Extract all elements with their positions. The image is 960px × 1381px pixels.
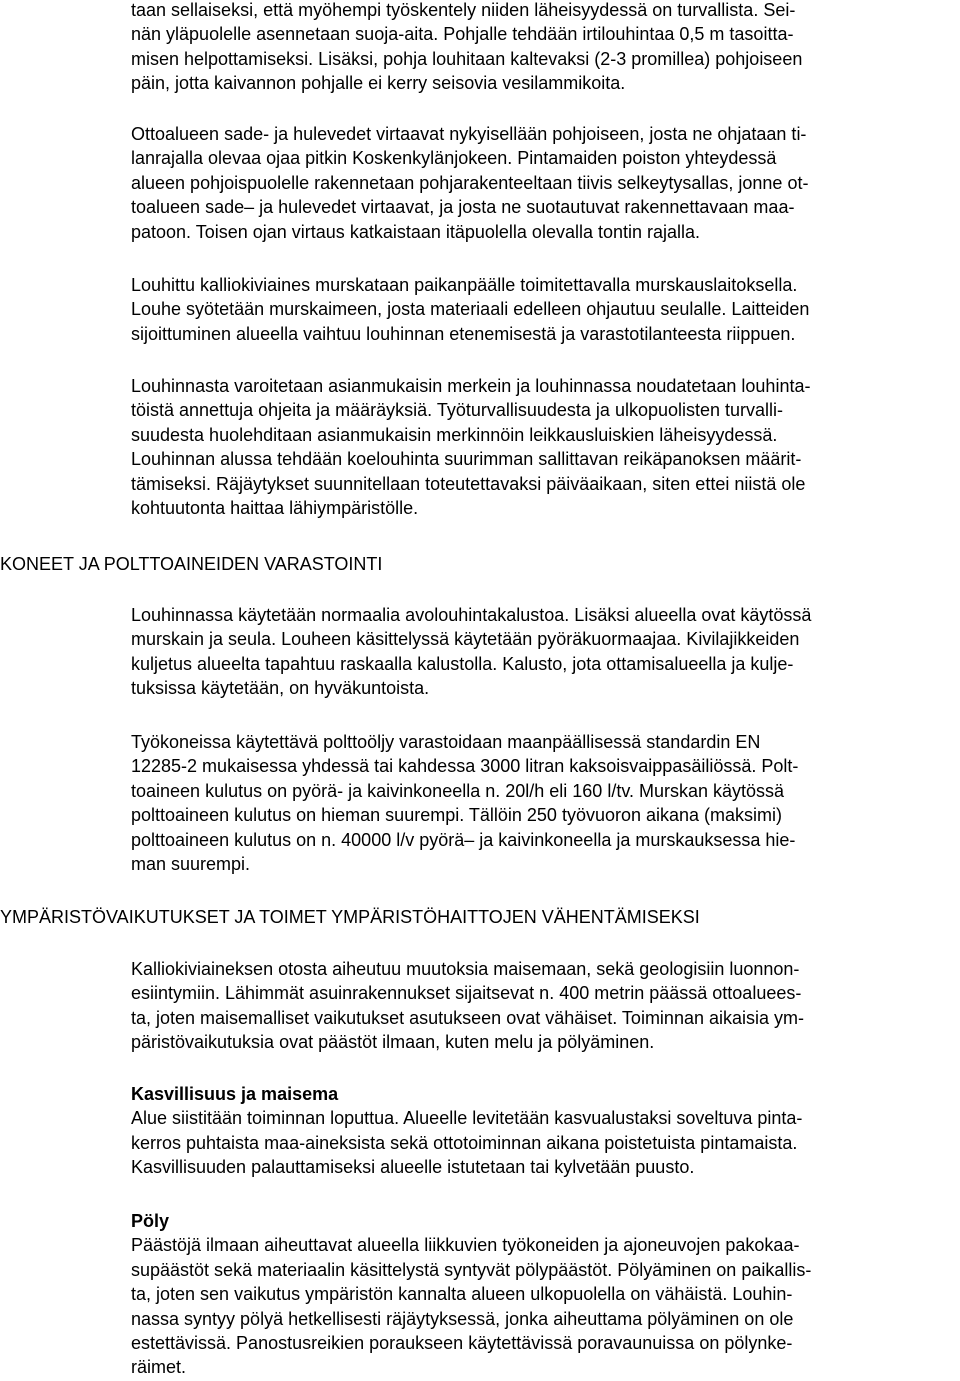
text-line: kuljetus alueelta tapahtuu raskaalla kalustolla. Kalusto, jota ottamisalueella ja kulje-: [131, 653, 794, 674]
text-line: taan sellaiseksi, että myöhempi työskentely niiden läheisyydessä on turvallista. Sei-: [131, 0, 796, 20]
text-line: ta, joten sen vaikutus ympäristön kannalta alueen ulkopuolella on vähäistä. Louhin-: [131, 1284, 793, 1305]
text-line: supäästöt sekä materiaalin käsittelystä syntyvät pölypäästöt. Pölyäminen on paikallis-: [131, 1259, 812, 1280]
text-line: man suurempi.: [131, 854, 251, 875]
text-line: Työkoneissa käytettävä polttoöljy varastoidaan maanpäällisessä standardin EN: [131, 732, 761, 752]
text-line: tämiseksi. Räjäytykset suunnitellaan toteutettavaksi päiväaikaan, siten ettei niistä ole: [131, 473, 806, 494]
text-line: räimet.: [131, 1357, 187, 1378]
text-line: murskain ja seula. Louheen käsittelyssä käytetään pyöräkuormaajaa. Kivilajikkeiden: [131, 629, 800, 650]
text-line: Kalliokiviaineksen otosta aiheutuu muutoksia maisemaan, sekä geologisiin luonnon-: [131, 959, 800, 979]
section-heading-environmental-impacts: YMPÄRISTÖVAIKUTUKSET JA TOIMET YMPÄRISTÖHAITTOJEN VÄHENTÄMISEKSI: [0, 907, 700, 927]
text-line: Päästöjä ilmaan aiheuttavat alueella liikkuvien työkoneiden ja ajoneuvojen pakokaa-: [131, 1235, 800, 1256]
text-line: misen helpottamiseksi. Lisäksi, pohja louhitaan kaltevaksi (2-3 promillea) pohjoiseen: [131, 48, 803, 69]
text-line: kerros puhtaista maa-aineksista sekä ottotoiminnan aikana poistetuista pintamaista.: [131, 1132, 798, 1153]
text-line: esiintymiin. Lähimmät asuinrakennukset sijaitsevat n. 400 metrin päässä ottoaluees-: [131, 983, 802, 1004]
text-line: tuksissa käytetään, on hyväkuntoista.: [131, 678, 430, 699]
paragraph-dust: [131, 1209, 960, 1380]
text-line: Louhittu kalliokiviaines murskataan paikanpäälle toimitettavalla murskauslaitoksella.: [131, 275, 798, 295]
paragraph-landscape-changes: [131, 957, 960, 1055]
text-line: päristövaikutuksia ovat päästöt ilmaan, kuten melu ja pölyäminen.: [131, 1032, 655, 1053]
text-line: töistä annettuja ohjeita ja määräyksiä. Työturvallisuudesta ja ulkopuolisten turvalli-: [131, 400, 784, 421]
paragraph-stormwater: [131, 122, 960, 244]
text-line: suudesta huolehditaan asianmukaisin merkinnöin leikkausluiskien läheisyydessä.: [131, 424, 778, 445]
text-line: patoon. Toisen ojan virtaus katkaistaan itäpuolella olevalla tontin rajalla.: [131, 221, 701, 242]
text-line: Kasvillisuuden palauttamiseksi alueelle istutetaan tai kylvetään puusto.: [131, 1157, 695, 1178]
paragraph-vegetation: [131, 1082, 960, 1180]
text-line: Ottoalueen sade- ja hulevedet virtaavat nykyisellään pohjoiseen, josta ne ohjataan ti-: [131, 124, 807, 144]
text-line: polttoaineen kulutus on hieman suurempi. Tällöin 250 työvuoron aikana (maksimi): [131, 805, 783, 826]
text-line: estettävissä. Panostusreikien poraukseen käytettävissä poravaunuissa on pölynke-: [131, 1333, 793, 1354]
text-line: alueen pohjoispuolelle rakennetaan pohjarakenteeltaan tiivis selkeytysallas, jonne ot-: [131, 172, 809, 193]
paragraph-equipment: [131, 603, 960, 701]
section-heading-machinery: KONEET JA POLTTOAINEIDEN VARASTOINTI: [0, 554, 383, 574]
text-line: nassa syntyy pölyä hetkellisesti räjäytyksessä, jonka aiheuttama pölyäminen on ole: [131, 1308, 794, 1329]
text-line: Louhe syötetään murskaimeen, josta materiaali edelleen ohjautuu seulalle. Laitteiden: [131, 299, 810, 320]
paragraph-blasting-warnings: [131, 374, 960, 520]
text-line: 12285-2 mukaisessa yhdessä tai kahdessa 3000 litran kaksoisvaippasäiliössä. Polt-: [131, 756, 799, 777]
text-line: päin, jotta kaivannon pohjalle ei kerry seisovia vesilammikoita.: [131, 73, 626, 94]
text-line: nän yläpuolelle asennetaan suoja-aita. Pohjalle tehdään irtilouhintaa 0,5 m tasoitta-: [131, 24, 794, 45]
text-line: toalueen sade– ja hulevedet virtaavat, ja josta ne suotautuvat rakennettavaan maa-: [131, 197, 795, 218]
subheading-dust: Pöly: [131, 1211, 170, 1231]
subheading-vegetation-landscape: Kasvillisuus ja maisema: [131, 1084, 339, 1104]
text-line: ta, joten maisemalliset vaikutukset asutukseen ovat vähäiset. Toiminnan aikaisia ym-: [131, 1007, 804, 1028]
paragraph-fuel-storage: [131, 730, 960, 876]
text-line: sijoittuminen alueella vaihtuu louhinnan etenemisestä ja varastotilanteesta riippuen.: [131, 323, 796, 344]
paragraph-excavation-safety: [131, 0, 960, 96]
text-line: Louhinnasta varoitetaan asianmukaisin merkein ja louhinnassa noudatetaan louhinta-: [131, 376, 811, 396]
text-line: Alue siistitään toiminnan loputtua. Alueelle levitetään kasvualustaksi soveltuva pinta-: [131, 1108, 803, 1129]
text-line: lanrajalla olevaa ojaa pitkin Koskenkylänjokeen. Pintamaiden poiston yhteydessä: [131, 148, 777, 169]
text-line: Louhinnassa käytetään normaalia avolouhintakalustoa. Lisäksi alueella ovat käytössä: [131, 605, 812, 625]
text-line: Louhinnan alussa tehdään koelouhinta suurimman sallittavan reikäpanoksen määrit-: [131, 449, 802, 470]
text-line: kohtuutonta haittaa lähiympäristölle.: [131, 498, 419, 519]
text-line: toaineen kulutus on pyörä- ja kaivinkoneella n. 20l/h eli 160 l/tv. Murskan käytössä: [131, 780, 785, 801]
text-line: polttoaineen kulutus on n. 40000 l/v pyörä– ja kaivinkoneella ja murskauksessa hie-: [131, 829, 796, 850]
paragraph-crushing: [131, 273, 960, 346]
